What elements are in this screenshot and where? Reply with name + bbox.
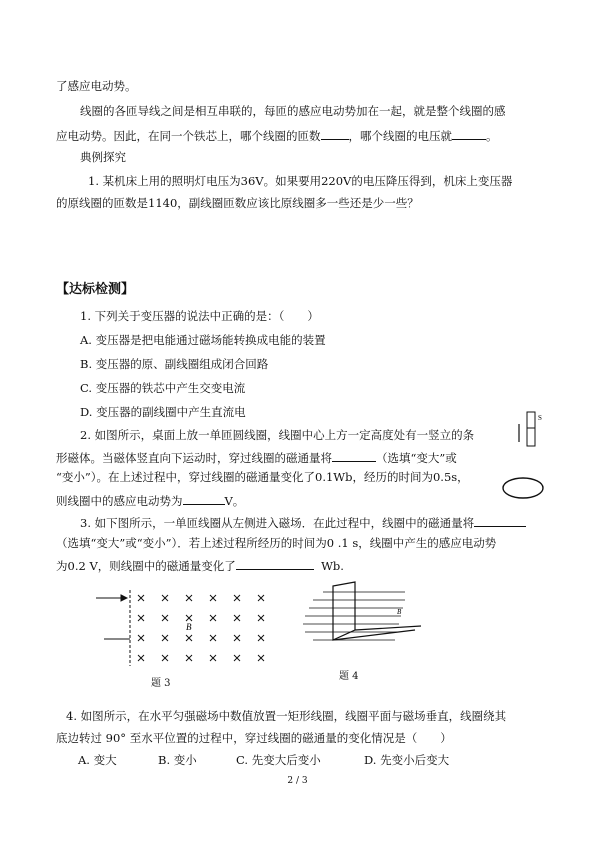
figure-4 xyxy=(295,582,435,657)
rect-coil xyxy=(333,582,421,640)
q2-line-2 xyxy=(56,449,457,465)
q3-line-3 xyxy=(56,557,344,573)
q2-line-4a: 则线圈中的感应电动势为 xyxy=(56,494,183,508)
intro-line-3a: 应电动势。因此，在同一个铁芯上，哪个线圈的匝数 xyxy=(56,129,321,143)
q1-option-a[interactable]: A. 变压器是把电能通过磁场能转换成电能的装置 xyxy=(80,333,326,347)
q4-option-a[interactable]: A. 变大 xyxy=(78,753,117,767)
example-1-line-2: 的原线圈的匝数是1140，副线圈匝数应该比原线圈多一些还是少一些？ xyxy=(56,196,419,210)
fig4-field-label: B xyxy=(397,608,402,616)
intro-line-2: 线圈的各匝导线之间是相互串联的，每匝的感应电动势加在一起，就是整个线圈的感 xyxy=(80,104,506,118)
q4-line-2: 底边转过 90° 至水平位置的过程中，穿过线圈的磁通量的变化情况是（ ） xyxy=(56,731,452,745)
intro-line-1: 了感应电动势。 xyxy=(56,79,137,93)
blank-q2-flux[interactable] xyxy=(332,449,376,462)
page-number: 2 / 3 xyxy=(287,776,308,786)
q3-line-1 xyxy=(80,514,526,530)
q4-option-b[interactable]: B. 变小 xyxy=(158,753,197,767)
q4-option-d[interactable]: D. 先变小后变大 xyxy=(364,753,450,767)
q3-line-3a: 为0.2 V，则线圈中的磁通量变化了 xyxy=(56,559,236,573)
fig3-caption: 题 3 xyxy=(151,678,171,689)
q4-line-1: 4. 如图所示，在水平匀强磁场中数值放置一矩形线圈，线圈平面与磁场垂直，线圈绕其 xyxy=(66,709,507,723)
q1-option-b[interactable]: B. 变压器的原、副线圈组成闭合回路 xyxy=(80,357,269,371)
fig3-field-label: B xyxy=(186,622,192,632)
magnet-bar xyxy=(519,412,535,446)
blank-q2-emf[interactable] xyxy=(183,492,225,505)
example-title: 典例探究 xyxy=(80,150,126,164)
q3-line-1a: 3. 如下图所示，一单匝线圈从左侧进入磁场．在此过程中，线圈中的磁通量将 xyxy=(80,516,475,530)
blank-voltage[interactable] xyxy=(452,127,486,140)
intro-line-3 xyxy=(56,127,498,143)
q2-line-2a: 形磁体。当磁体竖直向下运动时，穿过线圈的磁通量将 xyxy=(56,451,332,465)
q3-line-2: （选填“变大”或“变小”）．若上述过程所经历的时间为0 .1 s，线圈中产生的感应电动势 xyxy=(56,536,497,550)
q2-line-1: 2. 如图所示，桌面上放一单匝圆线圈，线圈中心上方一定高度处有一竖立的条 xyxy=(80,428,475,442)
q2-line-3: “变小”）。在上述过程中，穿过线圈的磁通量变化了0.1Wb，经历的时间为0.5s， xyxy=(56,470,469,484)
field-crosses xyxy=(138,595,264,661)
q2-line-2b: （选填“变大”或 xyxy=(376,451,457,465)
example-1-line-1: 1. 某机床上用的照明灯电压为36V。如果要用220V的电压降压得到，机床上变压器 xyxy=(88,174,513,188)
section-title: 【达标检测】 xyxy=(56,282,135,297)
q4-options xyxy=(78,753,449,767)
intro-line-3c: 。 xyxy=(486,129,498,143)
q2-line-4 xyxy=(56,492,244,508)
q4-option-c[interactable]: C. 先变大后变小 xyxy=(236,753,321,767)
q1-option-c[interactable]: C. 变压器的铁芯中产生交变电流 xyxy=(80,381,246,395)
q1-stem: 1. 下列关于变压器的说法中正确的是：（ ） xyxy=(80,309,319,323)
q3-line-3b: Wb. xyxy=(321,559,344,573)
blank-q3-change[interactable] xyxy=(236,557,314,570)
figure-3 xyxy=(96,588,266,668)
q2-figure xyxy=(505,410,555,520)
q1-option-d[interactable]: D. 变压器的副线圈中产生直流电 xyxy=(80,405,246,419)
q2-line-4b: V。 xyxy=(224,494,245,508)
coil-outline xyxy=(96,595,130,639)
intro-line-3b: ，哪个线圈的电压就 xyxy=(348,129,452,143)
blank-q3-flux[interactable] xyxy=(474,514,526,527)
magnet-pole-label: S xyxy=(538,414,542,422)
fig4-caption: 题 4 xyxy=(339,671,359,682)
blank-turns[interactable] xyxy=(321,127,349,140)
coil-ellipse xyxy=(503,478,543,498)
